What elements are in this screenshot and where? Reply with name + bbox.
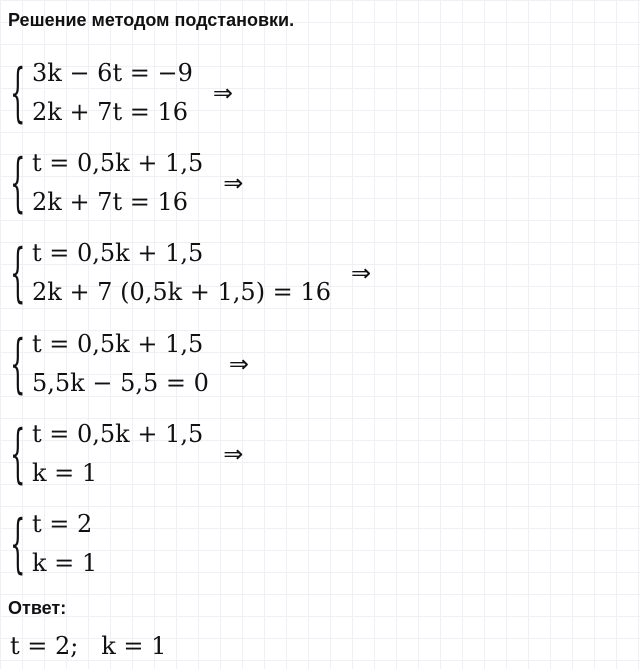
left-brace: { <box>10 327 26 401</box>
left-brace: { <box>10 417 26 491</box>
equation-system-5 <box>10 415 243 493</box>
equation-row: t = 0,5k + 1,5 <box>32 149 204 177</box>
equation-row: k = 1 <box>32 549 98 577</box>
equation-system-4 <box>10 325 249 403</box>
answer-value: t = 2; k = 1 <box>10 632 167 660</box>
equation-row: 2k + 7t = 16 <box>32 98 188 126</box>
equation-row: t = 0,5k + 1,5 <box>32 420 204 448</box>
equation-row: 5,5k − 5,5 = 0 <box>32 369 209 397</box>
equation-row: t = 0,5k + 1,5 <box>32 239 204 267</box>
equation-system-2 <box>10 144 243 222</box>
left-brace: { <box>10 56 26 130</box>
equation-row: t = 2 <box>32 510 93 538</box>
left-brace: { <box>10 236 26 310</box>
left-brace: { <box>10 146 26 220</box>
implies-arrow: ⇒ <box>350 259 372 287</box>
equation-row: k = 1 <box>32 459 98 487</box>
answer-label: Ответ: <box>8 598 67 618</box>
equation-row: 2k + 7 (0,5k + 1,5) = 16 <box>32 278 331 306</box>
implies-arrow: ⇒ <box>223 440 244 468</box>
left-brace: { <box>10 507 26 581</box>
equation-row: 3k − 6t = −9 <box>32 59 193 87</box>
equation-system-3 <box>10 234 371 312</box>
implies-arrow: ⇒ <box>228 350 249 378</box>
equation-row: t = 0,5k + 1,5 <box>32 330 204 358</box>
implies-arrow: ⇒ <box>223 169 244 197</box>
equation-system-1 <box>10 54 233 132</box>
page-title: Решение методом подстановки. <box>8 10 295 30</box>
equation-row: 2k + 7t = 16 <box>32 188 188 216</box>
implies-arrow: ⇒ <box>212 79 233 107</box>
equation-system-6 <box>10 505 97 583</box>
